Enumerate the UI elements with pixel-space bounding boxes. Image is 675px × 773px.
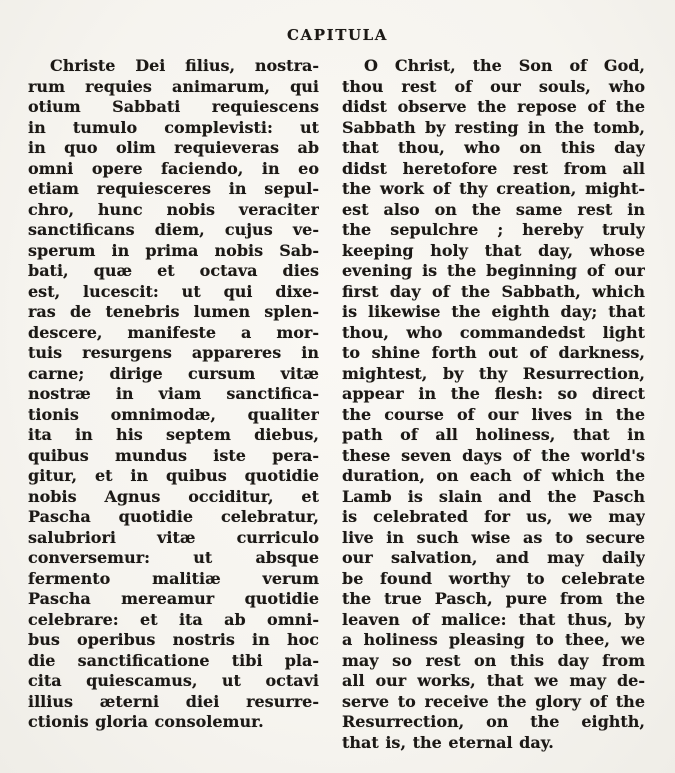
text-line: in quo olim requieveras ab bbox=[28, 138, 319, 157]
text-line: the sepulchre ; hereby truly bbox=[342, 220, 645, 239]
text-line: be found worthy to celebrate bbox=[342, 568, 645, 588]
text-line: bati, quæ et octava dies bbox=[28, 261, 319, 280]
text-line: mightest, by thy Resurrection, bbox=[342, 363, 645, 383]
text-line: tuis resurgens appareres in bbox=[28, 343, 319, 362]
page-title: CAPITULA bbox=[286, 26, 389, 44]
english-column bbox=[342, 56, 645, 753]
text-line: these seven days of the world's bbox=[342, 445, 645, 465]
text-line: that is, the eternal day. bbox=[342, 732, 554, 752]
text-line: rum requies animarum, qui bbox=[28, 76, 319, 96]
text-line: celebrare: et ita ab omni- bbox=[28, 609, 319, 629]
text-line: Sabbath by resting in the tomb, bbox=[342, 117, 645, 137]
text-line: first day of the Sabbath, which bbox=[342, 281, 645, 301]
text-line: gitur, et in quibus quotidie bbox=[28, 466, 319, 485]
text-line: path of all holiness, that in bbox=[342, 425, 645, 444]
text-line: fermento malitiæ verum bbox=[28, 568, 319, 588]
text-line: illius æterni diei resurre- bbox=[28, 691, 319, 711]
text-line: tionis omnimodæ, qualiter bbox=[28, 404, 319, 424]
text-line: didst observe the repose of the bbox=[342, 97, 645, 116]
text-line: appear in the flesh: so direct bbox=[342, 384, 645, 403]
text-line: salubriori vitæ curriculo bbox=[28, 527, 319, 547]
text-line: carne; dirige cursum vitæ bbox=[28, 363, 319, 383]
text-line: the work of thy creation, might- bbox=[342, 179, 645, 198]
text-line: serve to receive the glory of the bbox=[342, 691, 645, 711]
text-line: thou, who commandedst light bbox=[342, 322, 645, 342]
text-line: quibus mundus iste pera- bbox=[28, 445, 319, 465]
text-line: sanctificans diem, cujus ve- bbox=[28, 220, 319, 239]
text-line: ras de tenebris lumen splen- bbox=[28, 302, 319, 321]
text-line: the course of our lives in the bbox=[342, 404, 645, 424]
text-line: Christe Dei filius, nostra- bbox=[50, 56, 319, 75]
text-line: our salvation, and may daily bbox=[342, 548, 645, 567]
text-line: leaven of malice: that thus, by bbox=[342, 609, 645, 629]
text-line: nostræ in viam sanctifica- bbox=[28, 384, 319, 403]
text-line: duration, on each of which the bbox=[342, 466, 645, 485]
text-line: all our works, that we may de- bbox=[342, 671, 645, 690]
text-line: in tumulo complevisti: ut bbox=[28, 117, 319, 137]
text-line: keeping holy that day, whose bbox=[342, 240, 645, 260]
text-line: may so rest on this day from bbox=[342, 650, 645, 670]
text-line: omni opere faciendo, in eo bbox=[28, 158, 319, 178]
text-line: a holiness pleasing to thee, we bbox=[342, 630, 645, 649]
text-line: is celebrated for us, we may bbox=[342, 507, 645, 526]
text-line: that thou, who on this day bbox=[342, 138, 645, 157]
text-line: nobis Agnus occiditur, et bbox=[28, 486, 319, 506]
text-line: didst heretofore rest from all bbox=[342, 158, 645, 178]
text-line: the true Pasch, pure from the bbox=[342, 589, 645, 608]
text-line: cita quiescamus, ut octavi bbox=[28, 671, 319, 690]
text-line: ita in his septem diebus, bbox=[28, 425, 319, 444]
text-line: descere, manifeste a mor- bbox=[28, 322, 319, 342]
text-line: Pascha quotidie celebratur, bbox=[28, 507, 319, 526]
text-line: Lamb is slain and the Pasch bbox=[342, 486, 645, 506]
text-line: O Christ, the Son of God, bbox=[364, 56, 645, 75]
text-line: is likewise the eighth day; that bbox=[342, 302, 645, 321]
text-line: Resurrection, on the eighth, bbox=[342, 712, 645, 731]
text-line: est, lucescit: ut qui dixe- bbox=[28, 281, 319, 301]
text-line: sperum in prima nobis Sab- bbox=[28, 240, 319, 260]
text-line: ctionis gloria consolemur. bbox=[28, 712, 264, 731]
text-line: live in such wise as to secure bbox=[342, 527, 645, 547]
text-line: conversemur: ut absque bbox=[28, 548, 319, 567]
text-line: chro, hunc nobis veraciter bbox=[28, 199, 319, 219]
text-line: otium Sabbati requiescens bbox=[28, 97, 319, 116]
text-line: Pascha mereamur quotidie bbox=[28, 589, 319, 608]
text-line: bus operibus nostris in hoc bbox=[28, 630, 319, 649]
text-line: to shine forth out of darkness, bbox=[342, 343, 645, 362]
text-line: est also on the same rest in bbox=[342, 199, 645, 219]
text-line: die sanctificatione tibi pla- bbox=[28, 650, 319, 670]
text-line: thou rest of our souls, who bbox=[342, 76, 645, 96]
text-line: evening is the beginning of our bbox=[342, 261, 645, 280]
text-line: etiam requiesceres in sepul- bbox=[28, 179, 319, 198]
latin-column bbox=[28, 56, 319, 733]
